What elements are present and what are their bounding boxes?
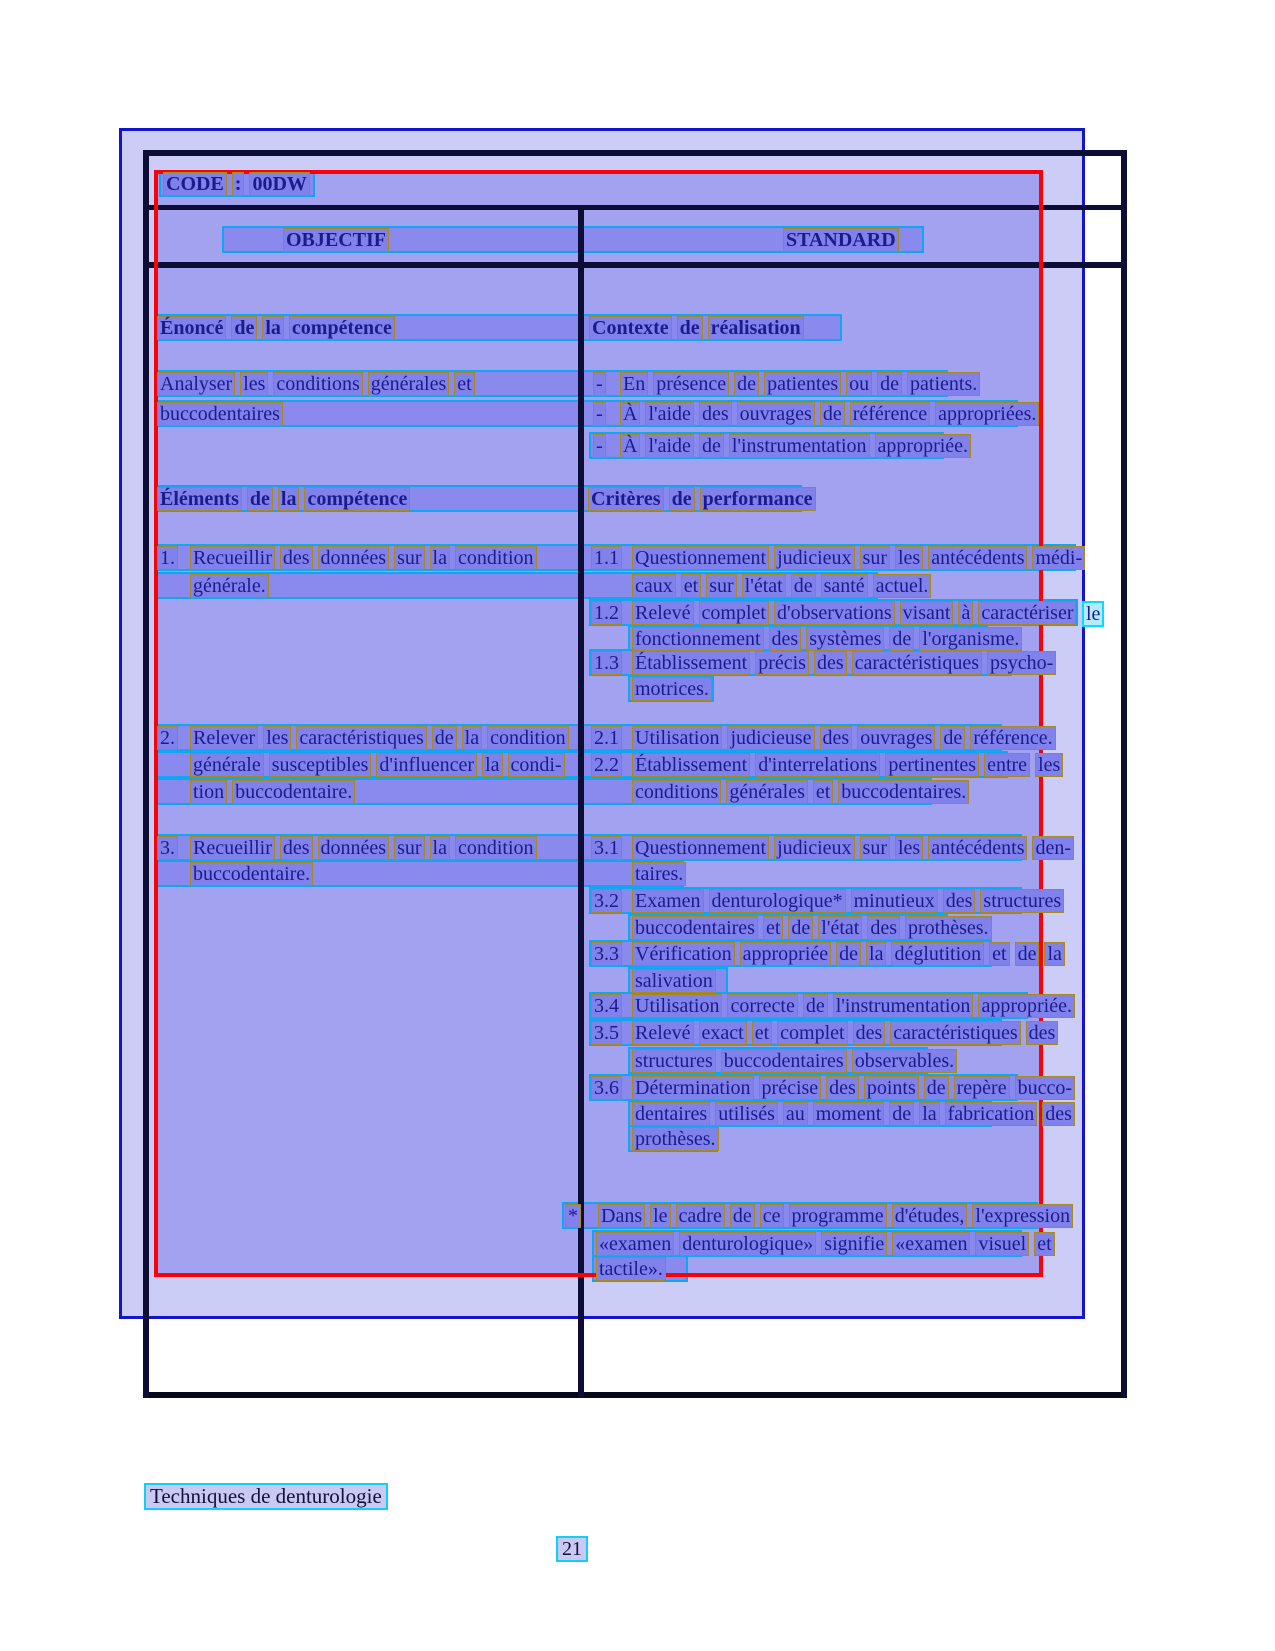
ocr-text bbox=[632, 753, 1068, 777]
ocr-word-box: tactile». bbox=[596, 1257, 666, 1281]
ocr-word-box: l'état bbox=[818, 916, 862, 940]
ocr-word-box: sur bbox=[860, 836, 890, 860]
ocr-word-box: des bbox=[853, 1021, 886, 1045]
ocr-word-box: Recueillir bbox=[190, 546, 275, 570]
ocr-text bbox=[157, 546, 183, 570]
ocr-word-box: de bbox=[734, 372, 759, 396]
ocr-word-box: points bbox=[864, 1076, 919, 1100]
ocr-word-box: motrices. bbox=[632, 677, 712, 701]
ocr-word-box: de bbox=[803, 994, 828, 1018]
ocr-text bbox=[596, 1232, 1060, 1256]
ocr-word-box: de bbox=[669, 487, 695, 511]
ocr-word-box: compétence bbox=[304, 487, 410, 511]
ocr-word-box: d'influencer bbox=[376, 753, 477, 777]
ocr-text bbox=[632, 969, 721, 993]
ocr-text bbox=[632, 1127, 724, 1151]
ocr-word-box: observables. bbox=[852, 1049, 957, 1073]
ocr-word-box: Relever bbox=[190, 726, 258, 750]
ocr-text bbox=[632, 651, 1061, 675]
ocr-word-box: Relevé bbox=[632, 1021, 694, 1045]
ocr-word-box: de bbox=[889, 627, 914, 651]
ocr-word-box: exact bbox=[699, 1021, 747, 1045]
ocr-word-box: Recueillir bbox=[190, 836, 275, 860]
ocr-word-box: CODE bbox=[163, 172, 227, 196]
ocr-word-box: réalisation bbox=[708, 316, 804, 340]
ocr-text-heading bbox=[588, 487, 821, 511]
ocr-word-box: de bbox=[432, 726, 457, 750]
ocr-word-box: - bbox=[593, 402, 606, 426]
ocr-word-box: signifie bbox=[821, 1232, 887, 1256]
ocr-text bbox=[157, 402, 288, 426]
ocr-word-box: appropriée. bbox=[978, 994, 1075, 1018]
ocr-word-box: et bbox=[681, 574, 701, 598]
ocr-word-box: fabrication bbox=[945, 1102, 1038, 1126]
ocr-word-box: sur bbox=[394, 546, 424, 570]
ocr-word-box: ouvrages bbox=[857, 726, 935, 750]
ocr-word-box: et bbox=[813, 780, 833, 804]
ocr-word-box: 3.5 bbox=[591, 1021, 622, 1045]
ocr-word-box: Vérification bbox=[632, 942, 735, 966]
ocr-word-box: Examen bbox=[632, 889, 704, 913]
ocr-word-box: dentaires bbox=[632, 1102, 710, 1126]
ocr-word-box: de bbox=[791, 574, 816, 598]
ocr-word-box: de bbox=[247, 487, 273, 511]
ocr-word-box: le bbox=[650, 1204, 670, 1228]
ocr-word-box: la bbox=[430, 836, 450, 860]
ocr-word-box: Questionnement bbox=[632, 836, 769, 860]
ocr-word-box: précis bbox=[755, 651, 809, 675]
ocr-text bbox=[591, 651, 627, 675]
ocr-word-box: caux bbox=[632, 574, 676, 598]
ocr-word-box: de bbox=[836, 942, 861, 966]
ocr-text bbox=[591, 889, 627, 913]
ocr-word-box: précise bbox=[759, 1076, 822, 1100]
ocr-word-box: Utilisation bbox=[632, 726, 722, 750]
ocr-text bbox=[620, 372, 985, 396]
ocr-word-box: de bbox=[924, 1076, 949, 1100]
ocr-word-box: condition bbox=[487, 726, 569, 750]
ocr-text bbox=[591, 942, 627, 966]
ocr-word-box: la bbox=[482, 753, 502, 777]
ocr-text bbox=[190, 574, 274, 598]
ocr-word-box: la bbox=[866, 942, 886, 966]
ocr-word-box: utilisés bbox=[715, 1102, 778, 1126]
ocr-word-box: appropriées. bbox=[935, 402, 1039, 426]
ocr-word-box: données bbox=[318, 546, 390, 570]
ocr-word-box: des bbox=[280, 836, 313, 860]
ocr-word-box: fonctionnement bbox=[632, 627, 764, 651]
ocr-word-box: - bbox=[593, 434, 606, 458]
ocr-word-box: Énoncé bbox=[157, 316, 226, 340]
ocr-word-box: salivation bbox=[632, 969, 716, 993]
ocr-word-box: des bbox=[814, 651, 847, 675]
ocr-word-box: complet bbox=[777, 1021, 847, 1045]
ocr-word-box: buccodentaire. bbox=[232, 780, 355, 804]
ocr-word-box: 3. bbox=[157, 836, 178, 860]
ocr-text bbox=[190, 862, 318, 886]
ocr-word-box: 1.1 bbox=[591, 546, 622, 570]
ocr-word-box: et bbox=[752, 1021, 772, 1045]
ocr-word-box: À bbox=[620, 402, 640, 426]
ocr-word-box: la bbox=[1044, 942, 1064, 966]
ocr-word-box: judicieuse bbox=[727, 726, 814, 750]
ocr-word-box: - bbox=[593, 372, 606, 396]
ocr-word-box: condition bbox=[455, 546, 537, 570]
ocr-word-box: Questionnement bbox=[632, 546, 769, 570]
ocr-word-box: des bbox=[826, 1076, 859, 1100]
ocr-word-box: En bbox=[620, 372, 648, 396]
ocr-word-box: d'interrelations bbox=[755, 753, 880, 777]
ocr-word-box: antécédents bbox=[928, 546, 1027, 570]
ocr-word-box: à bbox=[958, 601, 973, 625]
ocr-word-box: de bbox=[940, 726, 965, 750]
ocr-text bbox=[190, 780, 360, 804]
ocr-word-box: et bbox=[454, 372, 474, 396]
ocr-text bbox=[593, 372, 611, 396]
ocr-word-box: référence bbox=[850, 402, 930, 426]
ocr-text bbox=[593, 434, 611, 458]
ocr-word-box: de bbox=[231, 316, 257, 340]
ocr-text bbox=[591, 726, 627, 750]
ocr-word-box: la bbox=[462, 726, 482, 750]
ocr-word-box: pertinentes bbox=[885, 753, 979, 777]
ocr-word-box: d'observations bbox=[774, 601, 895, 625]
ocr-word-box: condition bbox=[455, 836, 537, 860]
ocr-word-box: la bbox=[430, 546, 450, 570]
ocr-word-box: actuel. bbox=[873, 574, 932, 598]
ocr-text bbox=[593, 402, 611, 426]
ocr-word-box: et bbox=[989, 942, 1009, 966]
ocr-word-box: moment bbox=[813, 1102, 885, 1126]
ocr-word-box: et bbox=[763, 916, 783, 940]
ocr-word-box: des bbox=[280, 546, 313, 570]
ocr-text-heading bbox=[283, 228, 394, 252]
ocr-word-box: des bbox=[1026, 1021, 1059, 1045]
ocr-text bbox=[591, 1021, 627, 1045]
ocr-word-box: appropriée. bbox=[875, 434, 972, 458]
ocr-text bbox=[596, 1257, 671, 1281]
ocr-word-box: 1.2 bbox=[591, 601, 622, 625]
ocr-text bbox=[632, 836, 1079, 860]
ocr-word-box: la bbox=[262, 316, 284, 340]
ocr-word-box: ou bbox=[846, 372, 872, 396]
ocr-word-box: «examen bbox=[596, 1232, 674, 1256]
ocr-word-box: caractériser bbox=[978, 601, 1076, 625]
ocr-text bbox=[190, 836, 542, 860]
ocr-word-box: générale bbox=[190, 753, 264, 777]
ocr-word-box: visant bbox=[900, 601, 954, 625]
ocr-word-box: de bbox=[677, 316, 703, 340]
ocr-word-box: structures bbox=[632, 1049, 716, 1073]
table-border-left bbox=[143, 150, 149, 1398]
ocr-text bbox=[565, 1204, 586, 1228]
ocr-text-heading bbox=[783, 228, 904, 252]
ocr-word-box: complet bbox=[699, 601, 769, 625]
ocr-word-box: sur bbox=[860, 546, 890, 570]
ocr-word-box: 1. bbox=[157, 546, 178, 570]
ocr-word-box: l'organisme. bbox=[919, 627, 1022, 651]
ocr-text bbox=[591, 546, 627, 570]
ocr-word-box: Détermination bbox=[632, 1076, 754, 1100]
ocr-word-box: des bbox=[943, 889, 976, 913]
ocr-word-box: structures bbox=[980, 889, 1064, 913]
ocr-word-box: le bbox=[1082, 601, 1104, 627]
ocr-word-box: performance bbox=[700, 487, 816, 511]
ocr-word-box: patients. bbox=[907, 372, 980, 396]
ocr-word-box: des bbox=[867, 916, 900, 940]
ocr-word-box: Dans bbox=[598, 1204, 645, 1228]
ocr-word-box: 2. bbox=[157, 726, 178, 750]
ocr-text bbox=[632, 627, 1027, 651]
ocr-text bbox=[632, 780, 974, 804]
ocr-word-box: Analyser bbox=[157, 372, 235, 396]
ocr-word-box: programme bbox=[789, 1204, 887, 1228]
ocr-word-box: sur bbox=[394, 836, 424, 860]
ocr-word-box: d'études, bbox=[892, 1204, 968, 1228]
ocr-text bbox=[632, 916, 997, 940]
ocr-word-box: l'aide bbox=[645, 434, 693, 458]
ocr-text bbox=[190, 546, 542, 570]
ocr-word-box: 00DW bbox=[249, 172, 309, 196]
ocr-word-box: visuel bbox=[975, 1232, 1029, 1256]
ocr-word-box: prothèses. bbox=[632, 1127, 719, 1151]
ocr-word-box: condi- bbox=[508, 753, 565, 777]
ocr-word-box: taires. bbox=[632, 862, 686, 886]
ocr-word-box: de bbox=[820, 402, 845, 426]
ocr-word-box: générales bbox=[726, 780, 808, 804]
ocr-word-box: et bbox=[1034, 1232, 1054, 1256]
ocr-word-box: référence. bbox=[970, 726, 1055, 750]
ocr-word-box: de bbox=[877, 372, 902, 396]
ocr-text bbox=[620, 402, 1044, 426]
ocr-word-box: données bbox=[318, 836, 390, 860]
ocr-word-box: l'aide bbox=[645, 402, 693, 426]
ocr-word-box: «examen bbox=[892, 1232, 970, 1256]
ocr-word-box: sur bbox=[706, 574, 736, 598]
ocr-text-heading bbox=[157, 487, 415, 511]
ocr-word-box: buccodentaires bbox=[721, 1049, 847, 1073]
ocr-word-box: l'état bbox=[742, 574, 786, 598]
ocr-word-box: santé bbox=[821, 574, 868, 598]
ocr-word-box: des bbox=[1042, 1102, 1075, 1126]
ocr-word-box: prothèses. bbox=[905, 916, 992, 940]
ocr-word-box: des bbox=[699, 402, 732, 426]
ocr-text bbox=[632, 726, 1061, 750]
ocr-word-box: tion bbox=[190, 780, 227, 804]
ocr-word-box: de bbox=[1015, 942, 1040, 966]
ocr-text-heading bbox=[157, 316, 400, 340]
ocr-word-box: conditions bbox=[632, 780, 721, 804]
ocr-word-box: présence bbox=[653, 372, 729, 396]
ocr-text bbox=[591, 1076, 627, 1100]
ocr-word-box: antécédents bbox=[928, 836, 1027, 860]
table-border-bottom bbox=[143, 1392, 1127, 1398]
ocr-word-box: ouvrages bbox=[737, 402, 815, 426]
ocr-word-box: compétence bbox=[289, 316, 395, 340]
ocr-word-box: déglutition bbox=[891, 942, 984, 966]
ocr-word-box: Établissement bbox=[632, 753, 750, 777]
ocr-word-box: générale. bbox=[190, 574, 269, 598]
ocr-word-box: l'instrumentation bbox=[833, 994, 974, 1018]
ocr-word-box: des bbox=[820, 726, 853, 750]
ocr-word-box: de bbox=[889, 1102, 914, 1126]
ocr-word-box: l'expression bbox=[972, 1204, 1073, 1228]
ocr-word-box: générales bbox=[368, 372, 450, 396]
ocr-word-box: repère bbox=[954, 1076, 1010, 1100]
ocr-text bbox=[632, 574, 936, 598]
ocr-word-box: les bbox=[895, 836, 923, 860]
ocr-word-box: appropriée bbox=[740, 942, 832, 966]
ocr-word-box: Utilisation bbox=[632, 994, 722, 1018]
footer-title: Techniques de denturologie bbox=[144, 1483, 388, 1510]
ocr-word-box: Établissement bbox=[632, 651, 750, 675]
ocr-word-box: minutieux bbox=[851, 889, 938, 913]
ocr-text bbox=[632, 862, 691, 886]
ocr-word-box: les bbox=[1035, 753, 1063, 777]
ocr-text bbox=[591, 753, 627, 777]
ocr-text bbox=[632, 1102, 1080, 1126]
ocr-word-box: buccodentaires bbox=[632, 916, 758, 940]
ocr-text bbox=[632, 994, 1080, 1018]
ocr-word-box: correcte bbox=[727, 994, 797, 1018]
ocr-word-box: la bbox=[278, 487, 300, 511]
ocr-word-box: la bbox=[919, 1102, 939, 1126]
ocr-word-box: OBJECTIF bbox=[283, 228, 389, 252]
ocr-word-box: 3.1 bbox=[591, 836, 622, 860]
table-border-right bbox=[1121, 150, 1127, 1398]
ocr-word-box: systèmes bbox=[806, 627, 884, 651]
ocr-text-heading bbox=[589, 316, 809, 340]
ocr-text bbox=[632, 1021, 1063, 1045]
ocr-word-box: caractéristiques bbox=[890, 1021, 1020, 1045]
ocr-word-box: STANDARD bbox=[783, 228, 899, 252]
ocr-word-box: l'instrumentation bbox=[729, 434, 870, 458]
ocr-text bbox=[632, 1049, 962, 1073]
ocr-text bbox=[632, 1076, 1080, 1100]
ocr-text bbox=[1082, 601, 1109, 627]
ocr-word-box: les bbox=[263, 726, 291, 750]
ocr-word-box: buccodentaire. bbox=[190, 862, 313, 886]
table-border-top bbox=[143, 150, 1127, 156]
ocr-word-box: psycho- bbox=[987, 651, 1056, 675]
ocr-word-box: Critères bbox=[588, 487, 664, 511]
ocr-word-box: denturologique» bbox=[679, 1232, 816, 1256]
ocr-word-box: médi- bbox=[1032, 546, 1085, 570]
page-number: 21 bbox=[556, 1536, 588, 1562]
ocr-word-box: : bbox=[232, 172, 245, 196]
ocr-text bbox=[632, 889, 1069, 913]
ocr-word-box: buccodentaires. bbox=[838, 780, 969, 804]
ocr-word-box: 3.2 bbox=[591, 889, 622, 913]
ocr-word-box: cadre bbox=[676, 1204, 725, 1228]
ocr-word-box: Éléments bbox=[157, 487, 242, 511]
ocr-word-box: * bbox=[565, 1204, 581, 1228]
ocr-text bbox=[591, 601, 627, 625]
ocr-word-box: 3.4 bbox=[591, 994, 622, 1018]
ocr-text bbox=[591, 836, 627, 860]
ocr-word-box: les bbox=[240, 372, 268, 396]
ocr-word-box: 1.3 bbox=[591, 651, 622, 675]
ocr-word-box: de bbox=[730, 1204, 755, 1228]
ocr-word-box: de bbox=[788, 916, 813, 940]
ocr-word-box: susceptibles bbox=[269, 753, 372, 777]
ocr-word-box: conditions bbox=[273, 372, 362, 396]
ocr-word-box: denturologique* bbox=[709, 889, 846, 913]
ocr-word-box: À bbox=[620, 434, 640, 458]
ocr-word-box: 3.3 bbox=[591, 942, 622, 966]
ocr-word-box: patientes bbox=[764, 372, 841, 396]
ocr-word-box: 2.1 bbox=[591, 726, 622, 750]
ocr-word-box: Contexte bbox=[589, 316, 672, 340]
ocr-word-box: au bbox=[783, 1102, 808, 1126]
ocr-text bbox=[190, 753, 570, 777]
ocr-text bbox=[632, 601, 1081, 625]
ocr-word-box: bucco- bbox=[1015, 1076, 1075, 1100]
ocr-word-box: judicieux bbox=[774, 546, 854, 570]
ocr-word-box: judicieux bbox=[774, 836, 854, 860]
ocr-word-box: ce bbox=[760, 1204, 784, 1228]
ocr-word-box: 2.2 bbox=[591, 753, 622, 777]
ocr-word-box: 3.6 bbox=[591, 1076, 622, 1100]
ocr-word-box: des bbox=[769, 627, 802, 651]
ocr-text bbox=[157, 726, 183, 750]
ocr-word-box: entre bbox=[984, 753, 1030, 777]
ocr-text bbox=[190, 726, 574, 750]
ocr-text bbox=[598, 1204, 1078, 1228]
ocr-word-box: caractéristiques bbox=[296, 726, 426, 750]
ocr-word-box: Relevé bbox=[632, 601, 694, 625]
ocr-text-heading bbox=[163, 172, 315, 196]
ocr-word-box: de bbox=[699, 434, 724, 458]
ocr-word-box: den- bbox=[1032, 836, 1074, 860]
ocr-text bbox=[620, 434, 976, 458]
ocr-text bbox=[157, 372, 480, 396]
ocr-text bbox=[632, 942, 1070, 966]
ocr-word-box: caractéristiques bbox=[852, 651, 982, 675]
ocr-text bbox=[632, 546, 1090, 570]
ocr-text bbox=[157, 836, 183, 860]
ocr-text bbox=[591, 994, 627, 1018]
ocr-word-box: les bbox=[895, 546, 923, 570]
ocr-text bbox=[632, 677, 717, 701]
ocr-word-box: buccodentaires bbox=[157, 402, 283, 426]
